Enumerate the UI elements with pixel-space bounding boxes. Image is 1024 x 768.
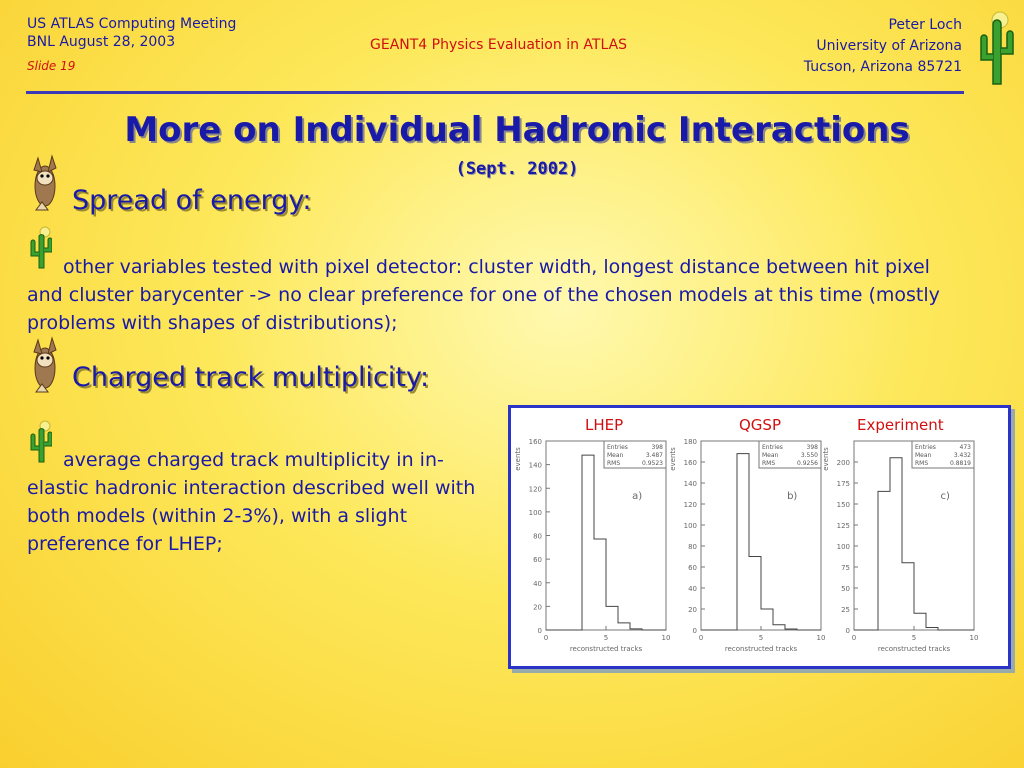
y-tick-label: 160 [683, 459, 697, 467]
coyote-bullet-icon [28, 332, 62, 394]
y-tick-label: 80 [688, 543, 697, 551]
author-affiliation: University of Arizona [816, 38, 962, 54]
stats-value: 0.9523 [642, 460, 663, 467]
panel-tag: c) [940, 491, 950, 502]
x-axis-label: reconstructed tracks [877, 645, 951, 653]
stats-key: Mean [762, 452, 779, 459]
y-tick-label: 120 [528, 485, 542, 494]
y-tick-label: 150 [836, 501, 850, 509]
stats-value: 3.487 [645, 452, 663, 459]
stats-key: RMS [915, 460, 929, 467]
y-tick-label: 175 [836, 480, 850, 488]
label-lhep: LHEP [585, 416, 624, 434]
y-tick-label: 125 [836, 522, 850, 530]
y-axis-label: events [514, 447, 522, 471]
y-tick-label: 20 [688, 606, 697, 614]
x-tick-label: 5 [758, 634, 764, 642]
y-tick-label: 60 [688, 564, 697, 572]
x-tick-label: 5 [603, 634, 609, 642]
stats-value: 3.432 [953, 452, 971, 459]
author-address: Tucson, Arizona 85721 [803, 59, 962, 75]
stats-key: RMS [762, 460, 776, 467]
x-tick-label: 0 [851, 634, 857, 642]
y-axis-label: events [822, 447, 830, 471]
stats-key: Mean [915, 452, 932, 459]
y-tick-label: 100 [528, 508, 542, 517]
heading-spread-of-energy: Spread of energy: [72, 185, 312, 216]
stats-key: RMS [607, 460, 621, 467]
meeting-date: BNL August 28, 2003 [27, 34, 176, 50]
histogram-bars [546, 455, 666, 630]
header-title: GEANT4 Physics Evaluation in ATLAS [370, 37, 628, 53]
y-tick-label: 50 [841, 585, 850, 593]
x-tick-label: 10 [816, 634, 826, 642]
y-tick-label: 75 [841, 564, 850, 572]
y-tick-label: 160 [528, 438, 542, 446]
stats-value: 398 [806, 444, 818, 451]
panel-tag: a) [632, 491, 643, 502]
y-tick-label: 40 [533, 579, 542, 588]
stats-key: Entries [762, 444, 783, 451]
y-tick-label: 0 [845, 627, 850, 635]
label-qgsp: QGSP [739, 416, 781, 434]
stats-key: Mean [607, 452, 624, 459]
y-tick-label: 0 [692, 627, 697, 635]
x-tick-label: 5 [911, 634, 917, 642]
spread-of-energy-body: other variables tested with pixel detector: cluster width, longest distance between hit pixel and cluster barycenter -> no clear preference for one of the chosen models at this time (mostly problems with shapes of distributions); [27, 256, 940, 334]
y-tick-label: 0 [537, 627, 542, 635]
stats-value: 3.550 [800, 452, 818, 459]
y-tick-label: 140 [528, 461, 542, 470]
x-tick-label: 10 [661, 634, 671, 642]
stats-key: Entries [607, 444, 628, 451]
y-tick-label: 100 [683, 522, 697, 530]
header-divider [26, 91, 964, 94]
y-tick-label: 60 [533, 556, 542, 565]
y-tick-label: 140 [683, 480, 697, 488]
stats-value: 0.8819 [950, 460, 971, 467]
author-name: Peter Loch [888, 17, 962, 33]
header-left [27, 15, 236, 75]
y-tick-label: 80 [533, 532, 542, 541]
track-multiplicity-body: average charged track multiplicity in in-elastic hadronic interaction described well with both models (within 2-3%), with a slight preference for LHEP; [27, 449, 476, 555]
stats-key: Entries [915, 444, 936, 451]
x-tick-label: 10 [969, 634, 979, 642]
histogram-bars [701, 454, 821, 630]
x-axis-label: reconstructed tracks [724, 645, 798, 653]
cactus-icon [978, 10, 1014, 86]
slide-subtitle: (Sept. 2002) [455, 159, 579, 179]
stats-value: 0.9256 [797, 460, 818, 467]
panel-tag: b) [787, 491, 798, 502]
y-axis-label: events [669, 447, 677, 471]
slide-number: Slide 19 [27, 59, 76, 73]
x-tick-label: 0 [543, 634, 549, 642]
coyote-bullet-icon [28, 150, 62, 212]
label-experiment: Experiment [857, 416, 944, 434]
x-tick-label: 0 [698, 634, 704, 642]
track-multiplicity-text [27, 446, 502, 558]
stats-value: 473 [959, 444, 971, 451]
y-tick-label: 40 [688, 585, 697, 593]
y-tick-label: 200 [836, 459, 850, 467]
spread-of-energy-text [27, 253, 967, 337]
y-tick-label: 120 [683, 501, 697, 509]
histograms [511, 408, 1008, 666]
y-tick-label: 25 [841, 606, 850, 614]
x-axis-label: reconstructed tracks [569, 645, 643, 653]
histogram-figure [508, 405, 1011, 669]
slide-title: More on Individual Hadronic Interactions [124, 110, 910, 150]
y-tick-label: 20 [533, 603, 542, 612]
y-tick-label: 100 [836, 543, 850, 551]
meeting-name: US ATLAS Computing Meeting [27, 16, 237, 32]
histogram-bars [854, 458, 974, 630]
heading-charged-track-multiplicity: Charged track multiplicity: [72, 362, 430, 393]
stats-value: 398 [651, 444, 663, 451]
y-tick-label: 180 [683, 438, 697, 446]
header-right [804, 15, 962, 78]
